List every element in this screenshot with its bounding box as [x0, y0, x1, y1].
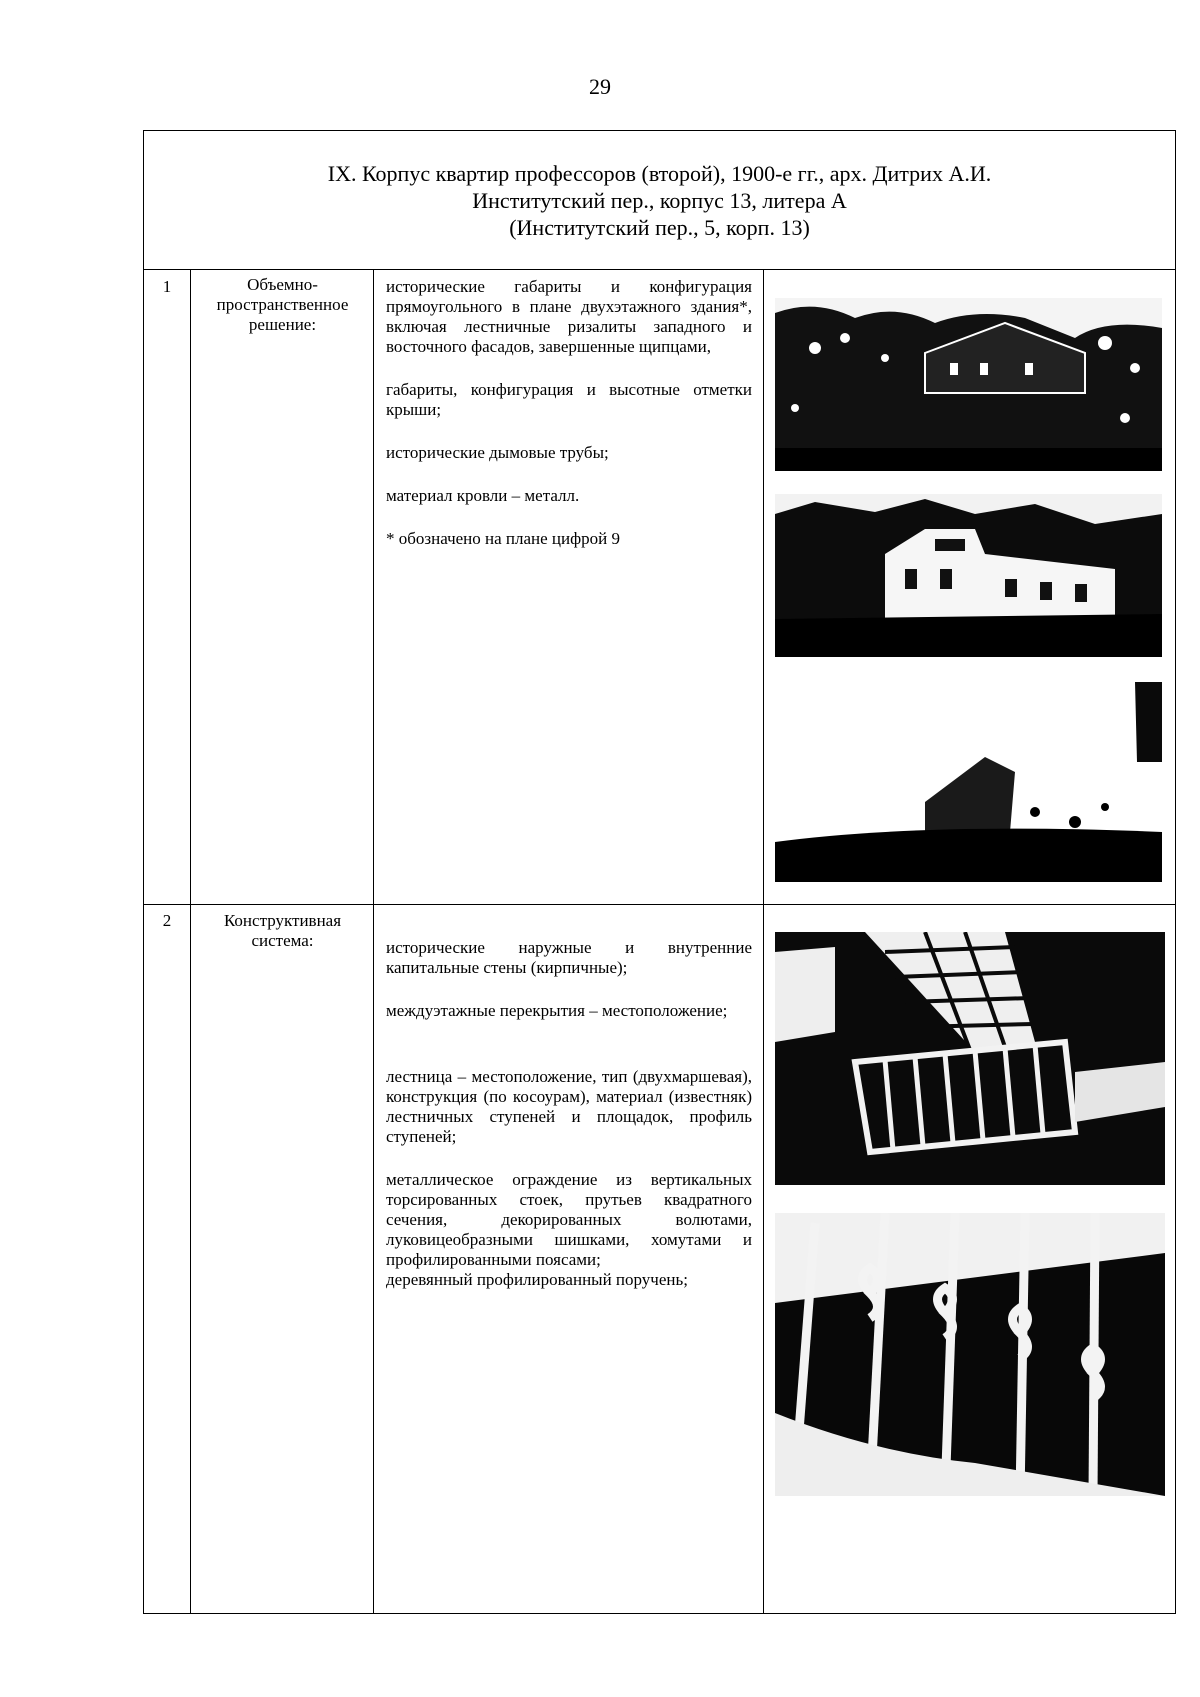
- description-paragraph: исторические дымовые трубы;: [386, 443, 609, 462]
- column-divider: [763, 270, 764, 1613]
- description-paragraph: габариты, конфигурация и высотные отметки крыши;: [386, 380, 752, 419]
- description-paragraph: исторические габариты и конфигурация прямоугольного в плане двухэтажного здания*, включая лестничные ризалиты западного и восточного фасадов, завершенные щипцами,: [386, 277, 752, 356]
- row-number: 1: [162, 277, 172, 296]
- row-label-line: Конструктивная: [223, 911, 342, 930]
- table-header: [144, 131, 1175, 270]
- row-label-line: система:: [251, 931, 314, 950]
- row-label-line: решение:: [248, 315, 317, 334]
- facade-photo-trees: [775, 298, 1162, 471]
- row-label: [192, 911, 373, 951]
- column-divider: [373, 270, 374, 1613]
- row-label-line: пространственное: [216, 295, 349, 314]
- header-title: IX. Корпус квартир профессоров (второй), 1900-е гг., арх. Дитрих А.И.: [327, 160, 992, 186]
- column-divider: [190, 270, 191, 1613]
- staircase-photo: [775, 932, 1165, 1185]
- row-description: [386, 938, 752, 1313]
- row-description: [386, 277, 752, 572]
- protection-table: [143, 130, 1176, 1614]
- description-paragraph: лестница – местоположение, тип (двухмаршевая), конструкция (по косоурам), материал (известняк) лестничных ступеней и площадок, профиль ступеней;: [386, 1067, 752, 1146]
- description-paragraph: междуэтажные перекрытия – местоположение;: [386, 1001, 728, 1020]
- row-divider: [144, 904, 1175, 905]
- row-label: [192, 275, 373, 335]
- railing-detail-photo: [775, 1213, 1165, 1496]
- header-address: Институтский пер., корпус 13, литера А: [472, 187, 847, 213]
- row-label-line: Объемно-: [247, 275, 318, 294]
- facade-photo-corner: [775, 494, 1162, 657]
- header-address-alt: (Институтский пер., 5, корп. 13): [509, 214, 810, 240]
- description-paragraph: материал кровли – металл.: [386, 486, 580, 505]
- description-paragraph: * обозначено на плане цифрой 9: [386, 529, 620, 548]
- description-paragraph: исторические наружные и внутренние капитальные стены (кирпичные);: [386, 938, 752, 977]
- facade-photo-gable: [775, 682, 1162, 882]
- description-paragraph: металлическое ограждение из вертикальных торсированных стоек, прутьев квадратного сечения, декорированных волютами, луковицеобразными шишками, хомутами и профилированными поясами;: [386, 1170, 752, 1269]
- description-paragraph: деревянный профилированный поручень;: [386, 1270, 688, 1289]
- row-number: 2: [162, 911, 172, 930]
- page-number: 29: [589, 74, 611, 99]
